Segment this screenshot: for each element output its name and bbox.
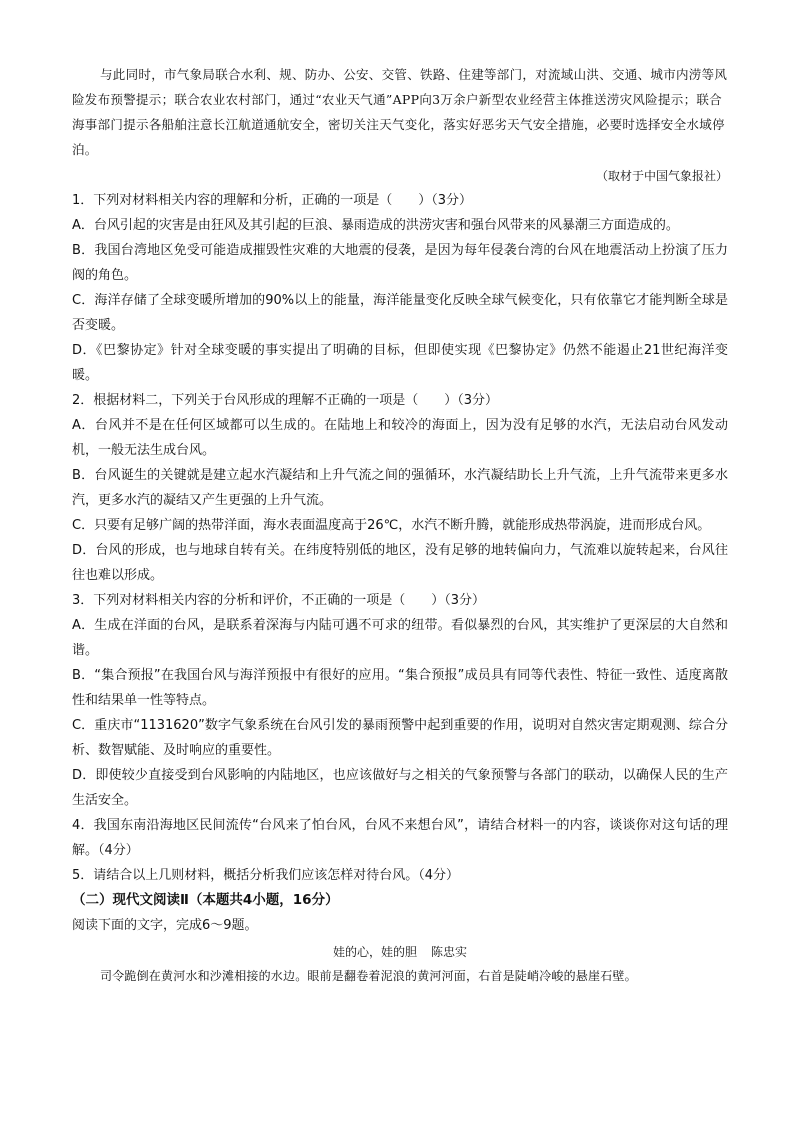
option-d: D．台风的形成，也与地球自转有关。在纬度特别低的地区，没有足够的地转偏向力，气流难以旋转起来，台风往往也难以形成。 [72,543,728,583]
story-author: 陈忠实 [431,945,468,959]
reading-instruction: 阅读下面的文字，完成6～9题。 [72,918,258,933]
question-1 [72,188,728,388]
story-title: 娃的心，娃的胆 [332,945,417,959]
story-title-line [72,940,728,964]
question-stem: 1．下列对材料相关内容的理解和分析，正确的一项是（ ）（3分） [72,193,473,208]
section-heading: （二）现代文阅读Ⅱ（本题共4小题，16分） [72,892,339,908]
option-a: A．台风并不是在任何区域都可以生成的。在陆地上和较冷的海面上，因为没有足够的水汽，无法启动台风发动机，一般无法生成台风。 [72,418,728,458]
question-stem: 3．下列对材料相关内容的分析和评价，不正确的一项是（ ）（3分） [72,593,486,608]
option-c: C．重庆市“1131620”数字气象系统在台风引发的暴雨预警中起到重要的作用，说明对自然灾害定期观测、综合分析、数智赋能、及时响应的重要性。 [72,718,728,758]
option-d: D．《巴黎协定》针对全球变暖的事实提出了明确的目标，但即使实现《巴黎协定》仍然不能遏止21世纪海洋变暖。 [72,343,728,383]
option-d: D．即使较少直接受到台风影响的内陆地区，也应该做好与之相关的气象预警与各部门的联动，以确保人民的生产生活安全。 [72,768,728,808]
document-page [72,62,728,988]
question-2 [72,388,728,588]
option-c: C．海洋存储了全球变暖所增加的90%以上的能量，海洋能量变化反映全球气候变化，只有依靠它才能判断全球是否变暖。 [72,293,728,333]
question-5: 5．请结合以上几则材料，概括分析我们应该怎样对待台风。（4分） [72,868,460,883]
question-stem: 2．根据材料二，下列关于台风形成的理解不正确的一项是（ ）（3分） [72,393,499,408]
source-attribution: （取材于中国气象报社） [595,169,728,183]
option-b: B．台风诞生的关键就是建立起水汽凝结和上升气流之间的强循环，水汽凝结助长上升气流，上升气流带来更多水汽，更多水汽的凝结又产生更强的上升气流。 [72,468,728,508]
option-a: A．生成在洋面的台风，是联系着深海与内陆可遇不可求的纽带。看似暴烈的台风，其实维护了更深层的大自然和谐。 [72,618,728,658]
option-c: C．只要有足够广阔的热带洋面，海水表面温度高于26℃，水汽不断升腾，就能形成热带涡旋，进而形成台风。 [72,518,711,533]
option-b: B．“集合预报”在我国台风与海洋预报中有很好的应用。“集合预报”成员具有同等代表性、特征一致性、适度离散性和结果单一性等特点。 [72,668,728,708]
intro-paragraph: 与此同时，市气象局联合水利、规、防办、公安、交管、铁路、住建等部门，对流域山洪、交通、城市内涝等风险发布预警提示；联合农业农村部门，通过“农业天气通”APP向3万余户新型农业经营主体推送涝灾风险提示；联合海事部门提示各船舶注意长江航道通航安全，密切关注天气变化，落实好恶劣天气安全措施，必要时选择安全水域停泊。 [72,67,728,157]
option-b: B．我国台湾地区免受可能造成摧毁性灾难的大地震的侵袭，是因为每年侵袭台湾的台风在地震活动上扮演了压力阀的角色。 [72,243,728,283]
question-4: 4．我国东南沿海地区民间流传“台风来了怕台风，台风不来想台风”，请结合材料一的内容，谈谈你对这句话的理解。（4分） [72,818,728,858]
story-first-paragraph: 司令跪倒在黄河水和沙滩相接的水边。眼前是翻卷着泥浪的黄河河面，右首是陡峭冷峻的悬崖石壁。 [100,969,637,983]
option-a: A．台风引起的灾害是由狂风及其引起的巨浪、暴雨造成的洪涝灾害和强台风带来的风暴潮三方面造成的。 [72,218,679,233]
question-3 [72,588,728,813]
